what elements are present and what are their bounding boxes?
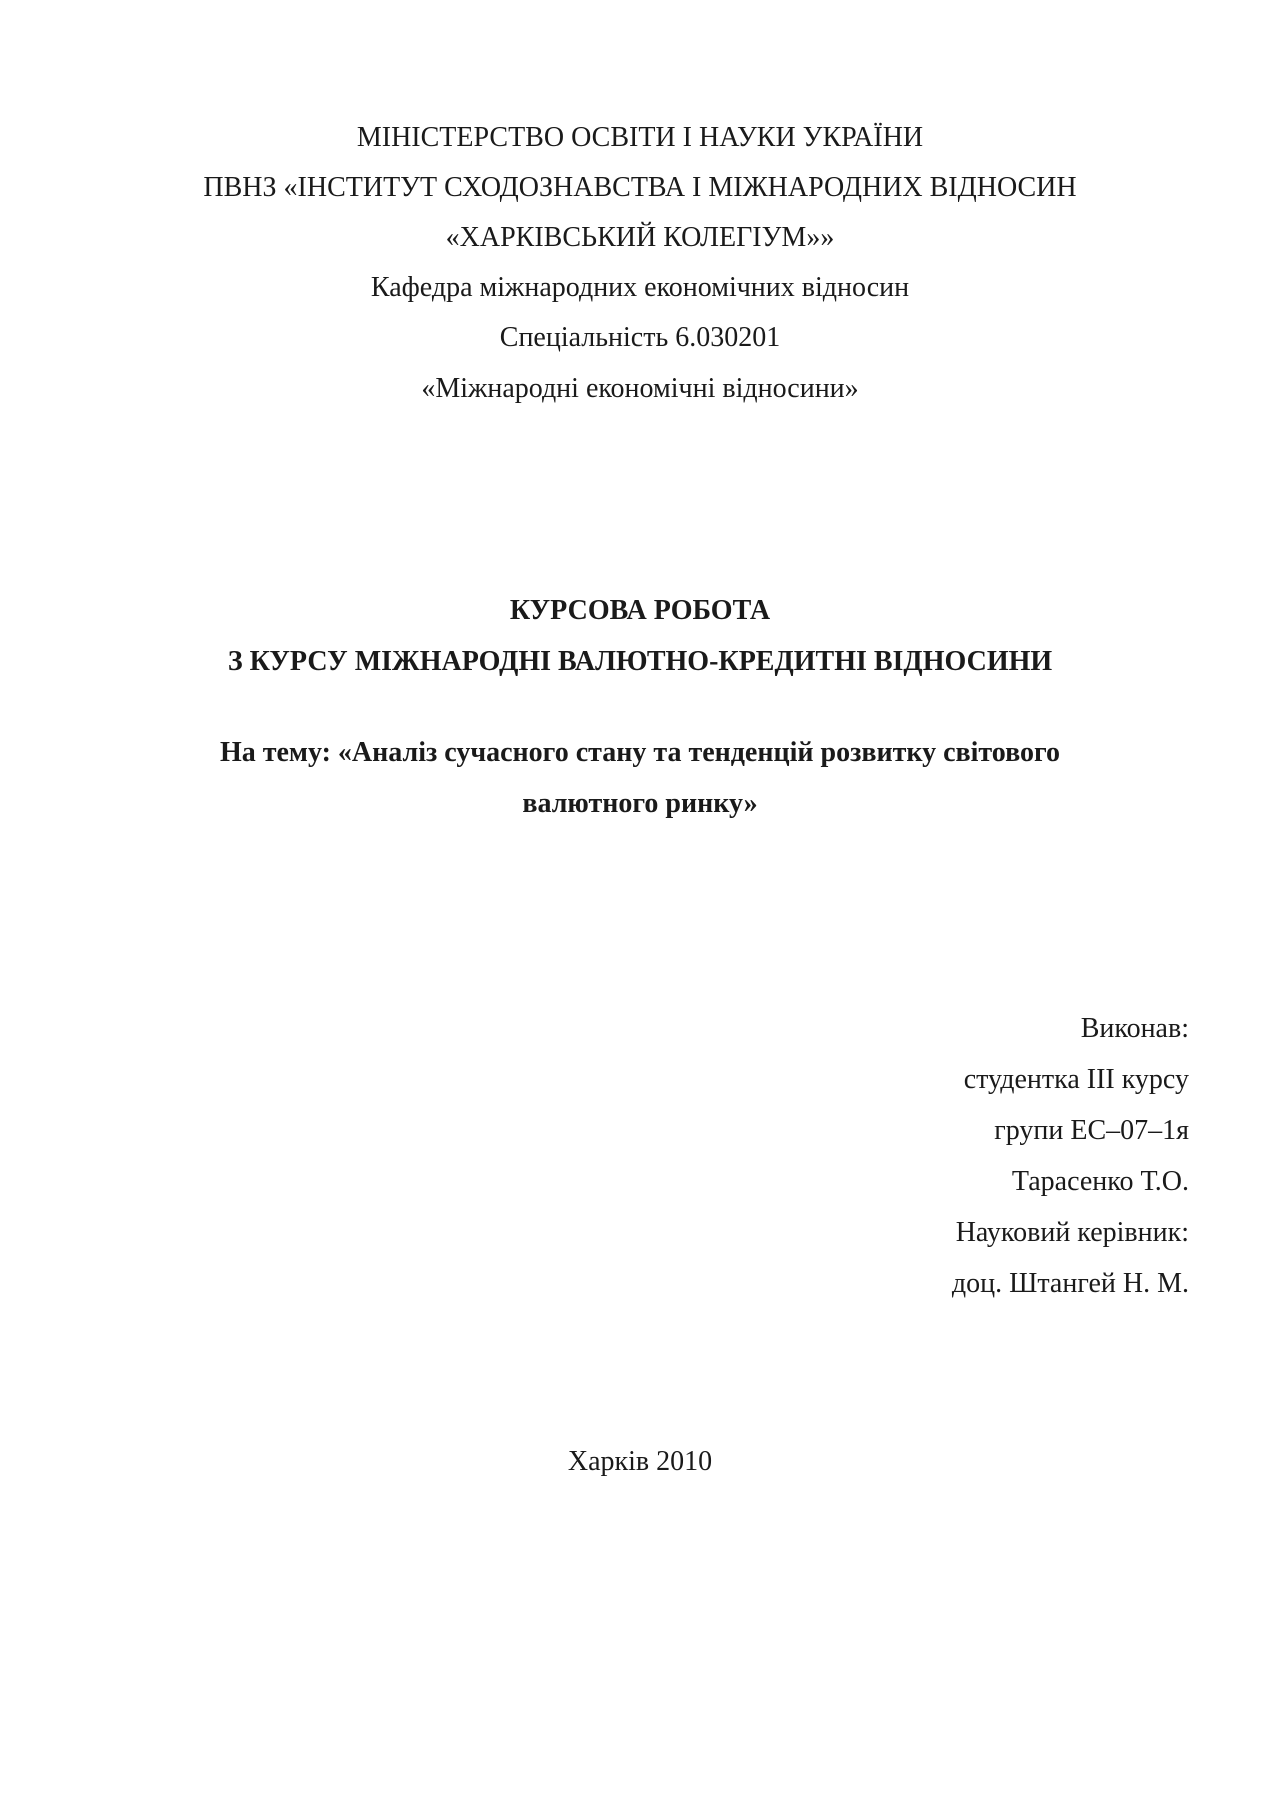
supervisor-label: Науковий керівник: [955,1217,1189,1248]
student-course: студентка ІІІ курсу [963,1064,1189,1095]
specialty-name: «Міжнародні економічні відносини» [421,373,859,404]
student-group: групи ЕС–07–1я [994,1115,1189,1146]
specialty-code: Спеціальність 6.030201 [499,322,781,353]
topic-line-2: валютного ринку» [522,788,758,819]
institute-name-line-2: «ХАРКІВСЬКИЙ КОЛЕГІУМ»» [445,222,835,253]
student-name: Тарасенко Т.О. [1011,1166,1189,1197]
city-year: Харків 2010 [567,1446,713,1477]
institute-name-line-1: ПВНЗ «ІНСТИТУТ СХОДОЗНАВСТВА І МІЖНАРОДНИХ ВІДНОСИН [203,172,1077,203]
work-type-title: КУРСОВА РОБОТА [509,595,771,626]
performed-by-label: Виконав: [1080,1013,1189,1044]
supervisor-name: доц. Штангей Н. М. [951,1268,1189,1299]
topic-line-1: На тему: «Аналіз сучасного стану та тенденцій розвитку світового [219,737,1061,768]
course-title: З КУРСУ МІЖНАРОДНІ ВАЛЮТНО-КРЕДИТНІ ВІДНОСИНИ [227,646,1053,677]
department-name: Кафедра міжнародних економічних відносин [370,272,910,303]
ministry-heading: МІНІСТЕРСТВО ОСВІТИ І НАУКИ УКРАЇНИ [356,122,924,153]
